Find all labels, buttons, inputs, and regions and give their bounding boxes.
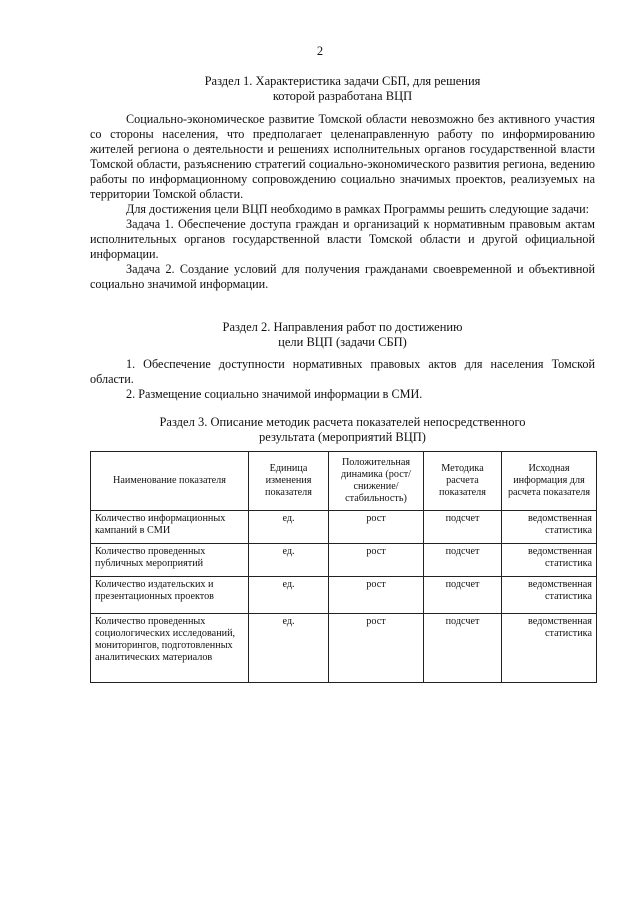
cell-dynamics: рост	[329, 544, 424, 577]
header-indicator-name: Наименование показателя	[91, 452, 249, 511]
cell-method: подсчет	[424, 577, 502, 614]
table-row	[91, 511, 597, 544]
cell-source: ведомственная статистика	[502, 614, 597, 683]
section1-paragraph-task1: Задача 1. Обеспечение доступа граждан и организаций к нормативным правовым актам исполнительных органов государственной власти Томской области и другой официальной информации.	[90, 217, 595, 261]
cell-unit: ед.	[249, 614, 329, 683]
cell-method: подсчет	[424, 544, 502, 577]
section3-title-line2: результата (мероприятий ВЦП)	[259, 430, 426, 444]
section2-title-line2: цели ВЦП (задачи СБП)	[278, 335, 407, 349]
cell-unit: ед.	[249, 511, 329, 544]
table-row	[91, 614, 597, 683]
cell-source: ведомственная статистика	[502, 544, 597, 577]
page-number: 2	[316, 44, 324, 58]
section1-paragraph-task2: Задача 2. Создание условий для получения гражданами своевременной и объективной социально значимой информации.	[90, 262, 595, 291]
section3-heading	[90, 415, 595, 445]
cell-indicator-name: Количество информационных кампаний в СМИ	[91, 511, 249, 544]
section2-title-line1: Раздел 2. Направления работ по достижению	[222, 320, 463, 334]
section2-body	[90, 357, 595, 402]
section3-title-line1: Раздел 3. Описание методик расчета показателей непосредственного	[159, 415, 526, 429]
header-method: Методика расчета показателя	[424, 452, 502, 511]
cell-indicator-name: Количество проведенных публичных мероприятий	[91, 544, 249, 577]
cell-method: подсчет	[424, 511, 502, 544]
section1-heading	[90, 74, 595, 104]
cell-source: ведомственная статистика	[502, 577, 597, 614]
header-unit: Единица изменения показателя	[249, 452, 329, 511]
metrics-table	[90, 451, 597, 683]
header-source: Исходная информация для расчета показателя	[502, 452, 597, 511]
cell-indicator-name: Количество издательских и презентационных проектов	[91, 577, 249, 614]
table-header-row	[91, 452, 597, 511]
section1-paragraph-intro: Социально-экономическое развитие Томской области невозможно без активного участия со стороны населения, что предполагает целенаправленную работу по информированию жителей региона о деятельности и решениях исполнительных органов государственной власти Томской области, разъяснению стратегий социально-экономического развития региона, ведению работы по информационному сопровождению социально значимых проектов, реализуемых на территории Томской области.	[90, 112, 595, 201]
cell-dynamics: рост	[329, 577, 424, 614]
section2-item-2: 2. Размещение социально значимой информации в СМИ.	[126, 387, 423, 401]
section1-paragraph-goal: Для достижения цели ВЦП необходимо в рамках Программы решить следующие задачи:	[126, 202, 590, 216]
cell-indicator-name: Количество проведенных социологических исследований, мониторингов, подготовленных аналитических материалов	[91, 614, 249, 683]
cell-unit: ед.	[249, 577, 329, 614]
section2-heading	[90, 320, 595, 350]
cell-dynamics: рост	[329, 511, 424, 544]
cell-method: подсчет	[424, 614, 502, 683]
header-dynamics: Положительная динамика (рост/снижение/ стабильность)	[329, 452, 424, 511]
cell-source: ведомственная статистика	[502, 511, 597, 544]
section2-item-1: 1. Обеспечение доступности нормативных правовых актов для населения Томской области.	[90, 357, 595, 386]
cell-dynamics: рост	[329, 614, 424, 683]
section1-title-line2: которой разработана ВЦП	[272, 89, 413, 103]
table-row	[91, 577, 597, 614]
section1-title-line1: Раздел 1. Характеристика задачи СБП, для решения	[204, 74, 481, 88]
table-row	[91, 544, 597, 577]
cell-unit: ед.	[249, 544, 329, 577]
section1-body	[90, 112, 595, 292]
